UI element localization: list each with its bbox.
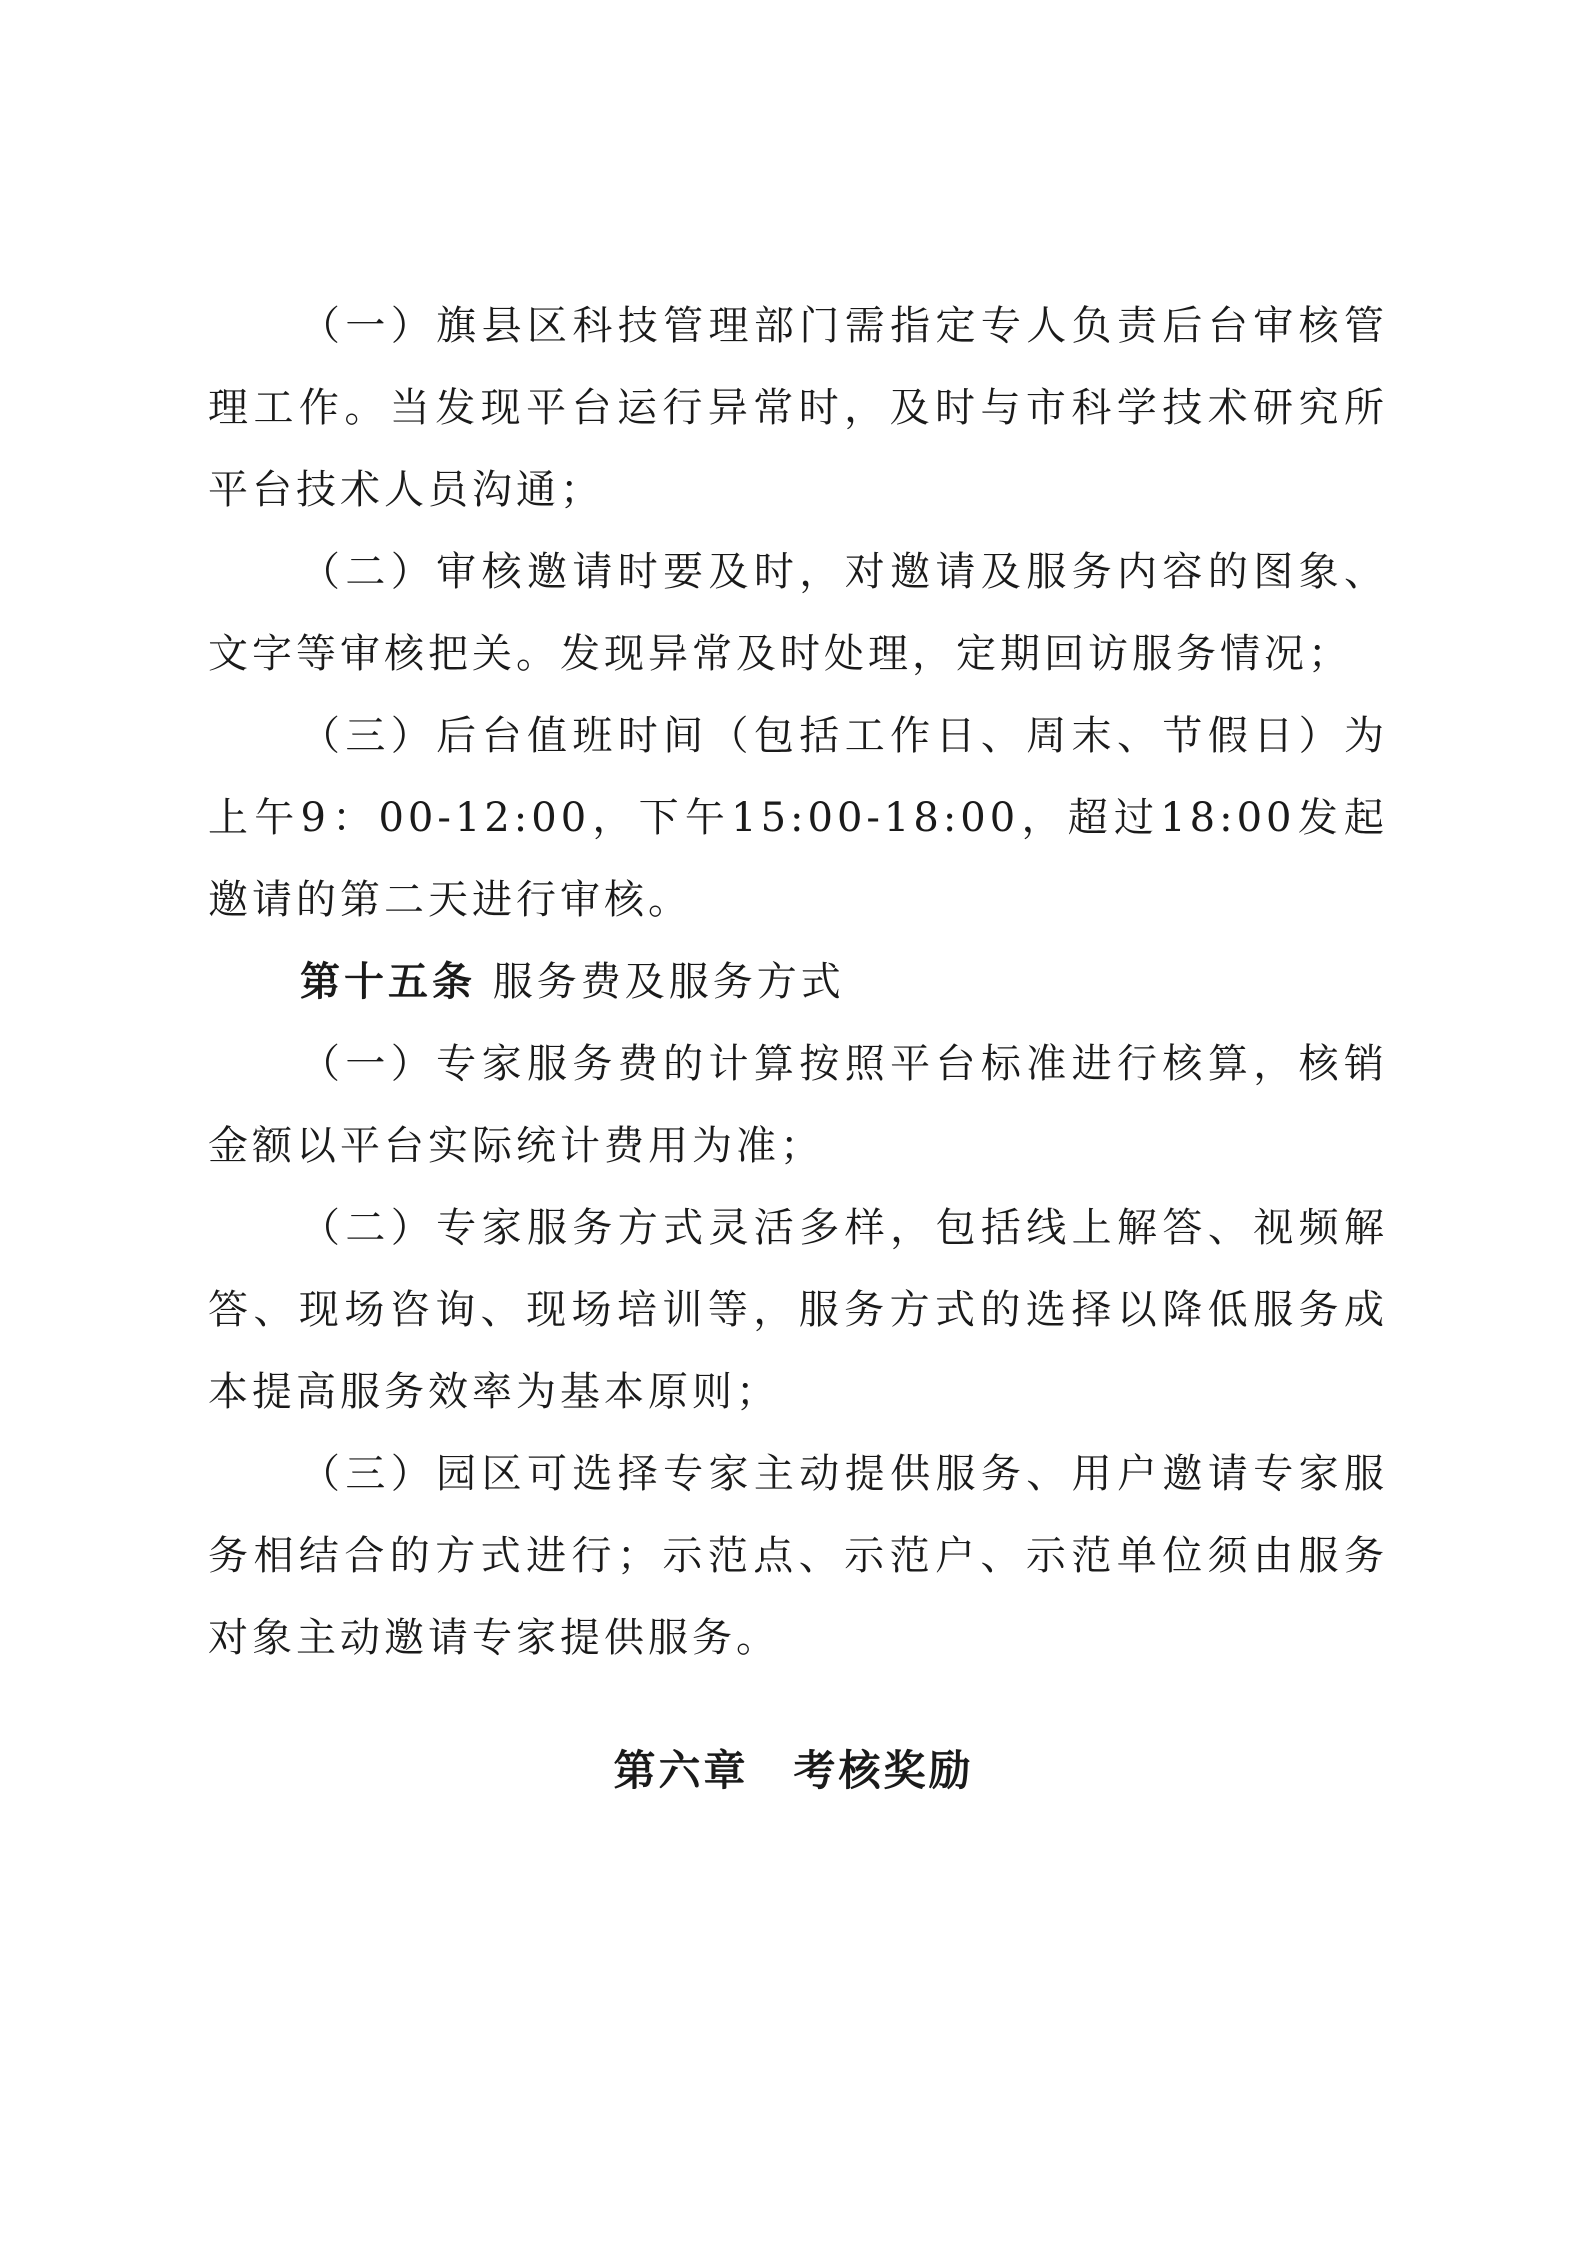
- paragraph-review-timely: （二）审核邀请时要及时，对邀请及服务内容的图象、文字等审核把关。发现异常及时处理，定期回访服务情况；: [208, 549, 1388, 677]
- article-title: 服务费及服务方式: [492, 959, 845, 1005]
- chapter-heading: 第六章 考核奖励: [613, 1746, 974, 1795]
- paragraph-service-methods: （二）专家服务方式灵活多样，包括线上解答、视频解答、现场咨询、现场培训等，服务方式的选择以降低服务成本提高服务效率为基本原则；: [208, 1205, 1388, 1415]
- article-number: 第十五条: [300, 959, 476, 1005]
- paragraph-duty-hours: （三）后台值班时间（包括工作日、周末、节假日）为上午9：00-12:00，下午15:00-18:00，超过18:00发起邀请的第二天进行审核。: [208, 713, 1388, 923]
- paragraph-review-staff: （一）旗县区科技管理部门需指定专人负责后台审核管理工作。当发现平台运行异常时，及时与市科学技术研究所平台技术人员沟通；: [208, 303, 1388, 513]
- paragraph-service-modes: （三）园区可选择专家主动提供服务、用户邀请专家服务相结合的方式进行；示范点、示范户、示范单位须由服务对象主动邀请专家提供服务。: [208, 1451, 1388, 1661]
- article-15-heading: [208, 941, 1388, 1023]
- document-body: [208, 285, 1388, 1679]
- paragraph-service-fee: （一）专家服务费的计算按照平台标准进行核算，核销金额以平台实际统计费用为准；: [208, 1041, 1388, 1169]
